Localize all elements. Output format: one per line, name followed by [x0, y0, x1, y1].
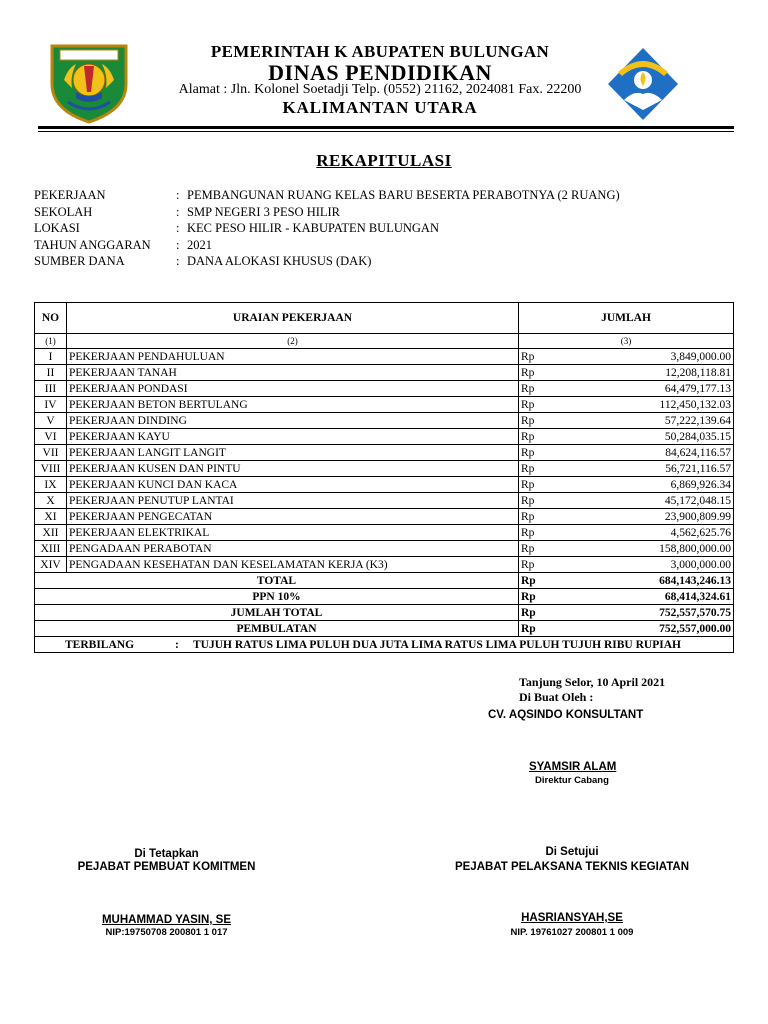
subheader-desc: (2) [67, 334, 519, 349]
row-currency: Rp [519, 445, 564, 461]
row-desc: PEKERJAAN TANAH [67, 365, 519, 381]
info-value: DANA ALOKASI KHUSUS (DAK) [187, 254, 372, 268]
row-no: VIII [35, 461, 67, 477]
row-amount: 3,000,000.00 [563, 557, 734, 573]
right-signer-name: HASRIANSYAH,SE [521, 912, 623, 924]
col-header-amount: JUMLAH [519, 303, 734, 334]
table-row [35, 557, 734, 573]
table-row [35, 509, 734, 525]
header-province: KALIMANTAN UTARA [282, 98, 478, 117]
row-currency: Rp [519, 477, 564, 493]
row-no: IX [35, 477, 67, 493]
info-value: PEMBANGUNAN RUANG KELAS BARU BESERTA PERABOTNYA (2 RUANG) [187, 188, 620, 202]
row-currency: Rp [519, 493, 564, 509]
row-desc: PEKERJAAN BETON BERTULANG [67, 397, 519, 413]
made-by-caption: Di Buat Oleh : [519, 690, 594, 704]
terbilang-value: TUJUH RATUS LIMA PULUH DUA JUTA LIMA RATUS LIMA PULUH TUJUH RIBU RUPIAH [193, 638, 681, 651]
summary-label: PPN 10% [35, 589, 519, 605]
row-no: II [35, 365, 67, 381]
summary-row [35, 573, 734, 589]
place-date: Tanjung Selor, 10 April 2021 [519, 675, 666, 689]
row-amount: 57,222,139.64 [563, 413, 734, 429]
row-amount: 3,849,000.00 [563, 349, 734, 365]
header-department: DINAS PENDIDIKAN [268, 60, 492, 85]
info-colon: : [176, 237, 180, 252]
table-row [35, 445, 734, 461]
summary-currency: Rp [519, 589, 564, 605]
row-desc: PEKERJAAN LANGIT LANGIT [67, 445, 519, 461]
right-caption: Di Setujui [545, 846, 599, 858]
row-desc: PEKERJAAN ELEKTRIKAL [67, 525, 519, 541]
row-no: IV [35, 397, 67, 413]
left-role: PEJABAT PEMBUAT KOMITMEN [77, 861, 256, 873]
table-subheader-row [35, 334, 734, 349]
row-amount: 23,900,809.99 [563, 509, 734, 525]
row-currency: Rp [519, 397, 564, 413]
left-caption: Di Tetapkan [134, 848, 199, 860]
header-government: PEMERINTAH K ABUPATEN BULUNGAN [210, 42, 550, 61]
summary-currency: Rp [519, 621, 564, 637]
row-amount: 56,721,116.57 [563, 461, 734, 477]
row-desc: PEKERJAAN PENUTUP LANTAI [67, 493, 519, 509]
row-no: X [35, 493, 67, 509]
info-colon: : [176, 188, 180, 202]
summary-label: JUMLAH TOTAL [35, 605, 519, 621]
summary-row [35, 589, 734, 605]
row-currency: Rp [519, 365, 564, 381]
row-desc: PEKERJAAN PENGECATAN [67, 509, 519, 525]
row-desc: PEKERJAAN PENDAHULUAN [67, 349, 519, 365]
table-row [35, 461, 734, 477]
terbilang-colon: : [175, 638, 179, 651]
right-signer-nip: NIP. 19761027 200801 1 009 [510, 927, 634, 938]
row-amount: 84,624,116.57 [563, 445, 734, 461]
row-no: V [35, 413, 67, 429]
row-desc: PENGADAAN KESEHATAN DAN KESELAMATAN KERJA (K3) [67, 557, 519, 573]
row-no: III [35, 381, 67, 397]
summary-label: TOTAL [35, 573, 519, 589]
terbilang-cell [35, 637, 734, 653]
info-label: TAHUN ANGGARAN [34, 237, 151, 252]
info-colon: : [176, 204, 180, 219]
tut-wuri-handayani-logo [602, 44, 684, 124]
info-label: LOKASI [34, 221, 80, 235]
col-header-desc: URAIAN PEKERJAAN [67, 303, 519, 334]
row-currency: Rp [519, 525, 564, 541]
col-header-no: NO [35, 303, 67, 334]
summary-row [35, 605, 734, 621]
row-amount: 50,284,035.15 [563, 429, 734, 445]
row-amount: 112,450,132.03 [563, 397, 734, 413]
row-no: XII [35, 525, 67, 541]
row-no: VI [35, 429, 67, 445]
summary-currency: Rp [519, 573, 564, 589]
row-currency: Rp [519, 349, 564, 365]
left-signer-nip: NIP:19750708 200801 1 017 [105, 927, 228, 938]
summary-row [35, 621, 734, 637]
summary-label: PEMBULATAN [35, 621, 519, 637]
summary-amount: 752,557,000.00 [563, 621, 734, 637]
document-title: REKAPITULASI [316, 151, 452, 170]
row-currency: Rp [519, 557, 564, 573]
info-value: 2021 [187, 237, 212, 252]
row-desc: PEKERJAAN KUNCI DAN KACA [67, 477, 519, 493]
summary-amount: 752,557,570.75 [563, 605, 734, 621]
row-desc: PENGADAAN PERABOTAN [67, 541, 519, 557]
table-row [35, 477, 734, 493]
row-amount: 64,479,177.13 [563, 381, 734, 397]
row-no: VII [35, 445, 67, 461]
row-amount: 12,208,118.81 [563, 365, 734, 381]
header-rule-thick [38, 126, 734, 129]
table-row [35, 525, 734, 541]
info-label: SUMBER DANA [34, 254, 125, 268]
terbilang-row [35, 637, 734, 653]
recap-table [34, 302, 734, 653]
table-row [35, 493, 734, 509]
summary-currency: Rp [519, 605, 564, 621]
table-row [35, 381, 734, 397]
row-amount: 4,562,625.76 [563, 525, 734, 541]
row-currency: Rp [519, 541, 564, 557]
info-label: SEKOLAH [34, 204, 93, 219]
row-desc: PEKERJAAN PONDASI [67, 381, 519, 397]
info-colon: : [176, 221, 180, 235]
table-row [35, 365, 734, 381]
row-no: XIV [35, 557, 67, 573]
consultant-name: SYAMSIR ALAM [529, 761, 617, 773]
company-name: CV. AQSINDO KONSULTANT [488, 709, 644, 721]
summary-amount: 68,414,324.61 [563, 589, 734, 605]
row-no: XI [35, 509, 67, 525]
header-rule-thin [38, 131, 734, 132]
info-label: PEKERJAAN [34, 188, 106, 202]
table-row [35, 541, 734, 557]
info-colon: : [176, 254, 180, 268]
row-currency: Rp [519, 429, 564, 445]
info-value: SMP NEGERI 3 PESO HILIR [187, 204, 341, 219]
bulungan-crest-logo [46, 40, 132, 124]
subheader-no: (1) [35, 334, 67, 349]
subheader-amount: (3) [519, 334, 734, 349]
consultant-title: Direktur Cabang [535, 775, 609, 786]
row-desc: PEKERJAAN DINDING [67, 413, 519, 429]
table-row [35, 429, 734, 445]
row-desc: PEKERJAAN KUSEN DAN PINTU [67, 461, 519, 477]
table-row [35, 413, 734, 429]
summary-rows [35, 573, 734, 637]
row-no: I [35, 349, 67, 365]
left-signer-name: MUHAMMAD YASIN, SE [101, 914, 232, 926]
row-amount: 6,869,926.34 [563, 477, 734, 493]
header-address: Alamat : Jln. Kolonel Soetadji Telp. (0552) 21162, 2024081 Fax. 22200 [178, 82, 582, 97]
row-currency: Rp [519, 413, 564, 429]
row-amount: 45,172,048.15 [563, 493, 734, 509]
table-header-row [35, 303, 734, 334]
row-no: XIII [35, 541, 67, 557]
item-rows [35, 349, 734, 573]
table-row [35, 397, 734, 413]
terbilang-label: TERBILANG [65, 638, 135, 651]
row-currency: Rp [519, 509, 564, 525]
row-amount: 158,800,000.00 [563, 541, 734, 557]
table-row [35, 349, 734, 365]
right-role: PEJABAT PELAKSANA TEKNIS KEGIATAN [454, 861, 690, 873]
summary-amount: 684,143,246.13 [563, 573, 734, 589]
row-desc: PEKERJAAN KAYU [67, 429, 519, 445]
info-value: KEC PESO HILIR - KABUPATEN BULUNGAN [187, 221, 439, 235]
row-currency: Rp [519, 461, 564, 477]
row-currency: Rp [519, 381, 564, 397]
